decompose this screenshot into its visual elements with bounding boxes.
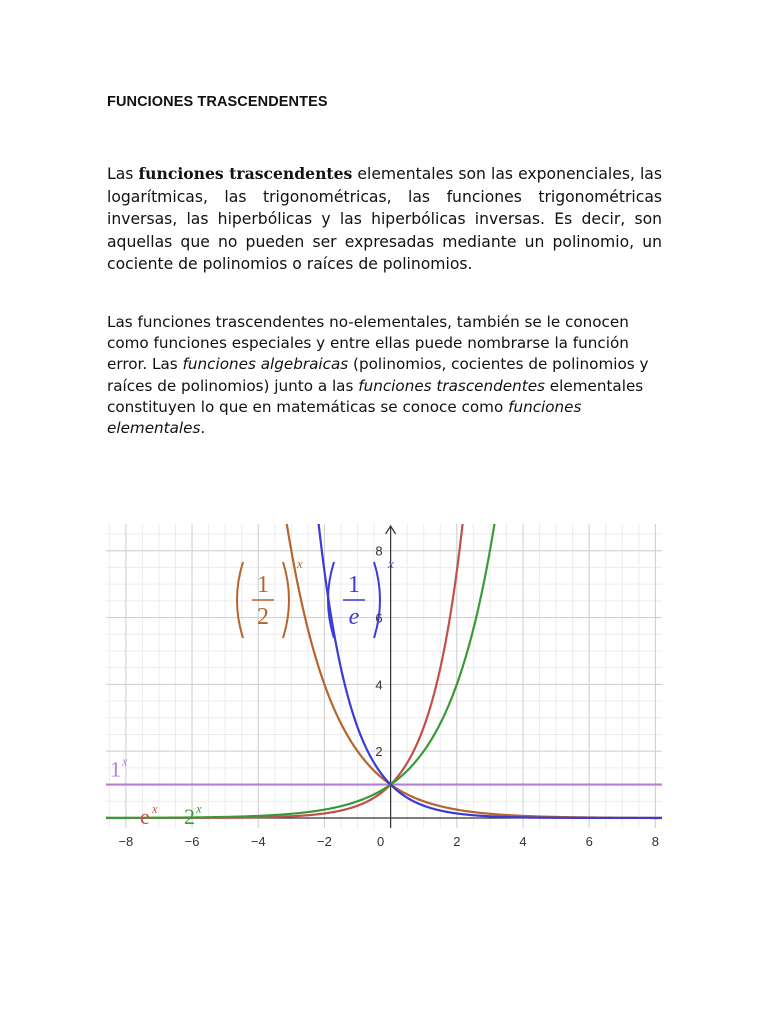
minor-grid xyxy=(106,524,662,828)
label-base: 2 xyxy=(184,804,195,829)
y-tick-label: 6 xyxy=(375,610,383,626)
exponential-functions-chart xyxy=(106,524,662,860)
label-exponent: x xyxy=(196,802,202,816)
x-tick-label: −4 xyxy=(250,834,266,849)
label-two-pow-x xyxy=(184,802,202,829)
document-heading: FUNCIONES TRASCENDENTES xyxy=(107,94,328,110)
x-tick-label: −6 xyxy=(184,834,200,849)
x-tick-label: −2 xyxy=(317,834,332,849)
major-grid xyxy=(106,524,662,828)
label-base: 1 xyxy=(110,756,121,782)
p2-text-3: elementales constituyen lo que en matemáticas se conoce como xyxy=(107,376,644,416)
label-numerator: 1 xyxy=(348,572,360,598)
label-exponent: x xyxy=(152,802,158,816)
y-tick-label: 2 xyxy=(375,744,383,760)
p1-rest: elementales son las exponenciales, las logarítmicas, las trigonométricas, las funciones trigonométricas inversas, las hiperbólicas y las hiperbólicas inversas. Es decir, son aquellas que no pueden ser expresadas mediante un polinomio, un cociente de polinomios o raíces de polinomios. xyxy=(107,165,662,274)
p2-italic-3: funciones elementales xyxy=(107,397,582,438)
x-tick-label: 0 xyxy=(377,834,385,849)
label-denominator: 2 xyxy=(257,604,269,630)
p2-text-1: Las funciones trascendentes no-elementales, también se le conocen como funciones especiales y entre ellas puede nombrarse la función error. Las xyxy=(107,313,629,374)
label-half-pow-x xyxy=(237,556,303,638)
x-tick-label: 2 xyxy=(453,834,461,849)
paragraph-non-elemental xyxy=(107,312,662,439)
y-tick-label: 8 xyxy=(375,543,383,559)
x-tick-label: 8 xyxy=(651,834,659,849)
label-e-pow-x xyxy=(140,802,158,829)
label-exponent: x xyxy=(297,556,303,571)
x-tick-label: −8 xyxy=(118,834,134,849)
label-numerator: 1 xyxy=(257,572,269,598)
curve-series xyxy=(315,524,662,818)
label-inv-e-pow-x xyxy=(328,556,394,638)
paren-right xyxy=(283,562,289,638)
label-denominator: e xyxy=(348,604,360,630)
p2-italic-1: funciones algebraicas xyxy=(182,355,349,374)
p1-lead: Las xyxy=(107,165,139,183)
label-exponent: x xyxy=(388,556,394,571)
x-tick-label: 6 xyxy=(585,834,593,849)
p2-text-4: . xyxy=(200,419,206,438)
curve-series xyxy=(282,524,662,818)
curve-labels xyxy=(110,556,394,829)
axes xyxy=(106,526,662,828)
p2-italic-2: funciones trascendentes xyxy=(358,376,545,395)
paragraph-definition xyxy=(107,163,662,276)
paren-right xyxy=(374,562,383,638)
function-curves xyxy=(106,524,662,818)
label-base: e xyxy=(140,804,150,829)
curve-series xyxy=(106,524,466,818)
y-tick-label: 4 xyxy=(375,677,383,693)
label-exponent: x xyxy=(122,754,128,769)
x-tick-label: 4 xyxy=(519,834,527,849)
p2-text-2: (polinomios, cocientes de polinomios y raíces de polinomios) junto a las xyxy=(107,355,649,395)
p1-bold-term: funciones trascendentes xyxy=(138,164,353,183)
